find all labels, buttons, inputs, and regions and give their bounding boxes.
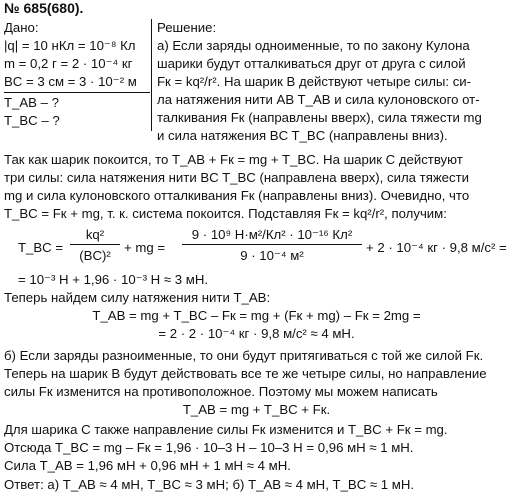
solution-line: а) Если заряды одноименные, то по закону Кулона [157, 38, 470, 53]
given-item-mass: m = 0,2 г = 2 · 10⁻⁴ кг [4, 56, 133, 71]
formula1-frac2-num: 9 · 10⁹ Н·м²/Кл² · 10⁻¹⁶ Кл² [191, 227, 353, 242]
given-header: Дано: [4, 20, 39, 35]
problem-title: № 685(680). [4, 0, 84, 16]
formula1-frac2-den: 9 · 10⁻⁴ м² [240, 248, 304, 263]
formula2-result: = 2 · 2 · 10⁻⁴ кг · 9,8 м/с² ≈ 4 мН. [158, 326, 355, 341]
part-c-line: Для шарика C также направление силы Fк изменится и T_BC + Fк = mg. [4, 422, 448, 437]
solution-header: Решение: [157, 20, 217, 35]
body-line: mg и сила кулоновского отталкивания Fк (направлены вниз). Очевидно, что [4, 188, 470, 203]
part-c-line: Отсюда T_BC = mg – Fк = 1,96 · 10–3 Н – 10–3 Н = 0,96 мН ≈ 1 мН. [4, 440, 414, 455]
part-b-line: Теперь на шарик B будут действовать все те же четыре силы, но направление [4, 366, 487, 381]
given-item-charge: |q| = 10 нКл = 10⁻⁸ Кл [4, 38, 136, 53]
given-solution-divider [151, 19, 152, 131]
formula1-frac2-bar [182, 244, 362, 245]
formula1-frac1-bar [70, 244, 120, 245]
solution-line: талкивания Fк (направлены вверх), сила тяжести mg [157, 110, 482, 125]
formula2: T_AB = mg + T_BC – Fк = mg + (Fк + mg) – Fк = 2mg = [92, 308, 421, 323]
answer-line: Ответ: а) T_AB ≈ 4 мН, T_BC ≈ 3 мН; б) T_AB ≈ 4 мН, T_BC ≈ 1 мН. [4, 477, 415, 492]
formula1-plus-mg: + mg = [124, 240, 166, 255]
formula1-tail: + 2 · 10⁻⁴ кг · 9,8 м/с² = [366, 240, 507, 255]
formula1-frac1-num: kq² [85, 227, 105, 242]
given-item-distance: BC = 3 см = 3 · 10⁻² м [4, 74, 137, 89]
formula1-result: = 10⁻³ Н + 1,96 · 10⁻³ Н ≈ 3 мН. [18, 272, 209, 287]
body-line: три силы: сила натяжения нити BC T_BC (направлена вверх), сила тяжести [4, 170, 469, 185]
find-tab-heading: Теперь найдем силу натяжения нити T_AB: [4, 290, 271, 305]
part-b-line: б) Если заряды разноименные, то они будут притягиваться с той же силой Fк. [4, 348, 484, 363]
part-b-line: силы Fк изменится на противоположное. Поэтому мы можем написать [4, 384, 438, 399]
solution-line: ла натяжения нити AB T_AB и сила кулоновского от- [157, 92, 480, 107]
solution-line: и сила натяжения BC T_BC (направлены вниз). [157, 128, 448, 143]
find-tbc: T_BC – ? [4, 113, 60, 128]
part-c-line: Сила T_AB = 1,96 мН + 0,96 мН + 1 мН ≈ 4 мН. [4, 458, 291, 473]
find-tab: T_AB – ? [4, 95, 59, 110]
body-line: T_BC = Fк + mg, т. к. система покоится. Подставляя Fк = kq²/r², получим: [4, 206, 447, 221]
body-line: Так как шарик покоится, то T_AB + Fк = mg + T_BC. На шарик C действуют [4, 152, 463, 167]
solution-line: Fк = kq²/r². На шарик B действуют четыре силы: си- [157, 74, 472, 89]
formula1-lhs: T_BC = [18, 240, 64, 255]
formula1-frac1-den: (BC)² [79, 248, 111, 263]
formula3: T_AB = mg + T_BC + Fк. [182, 402, 331, 417]
solution-line: шарики будут отталкиваться друг от друга с силой [157, 56, 466, 71]
given-divider [4, 92, 150, 93]
